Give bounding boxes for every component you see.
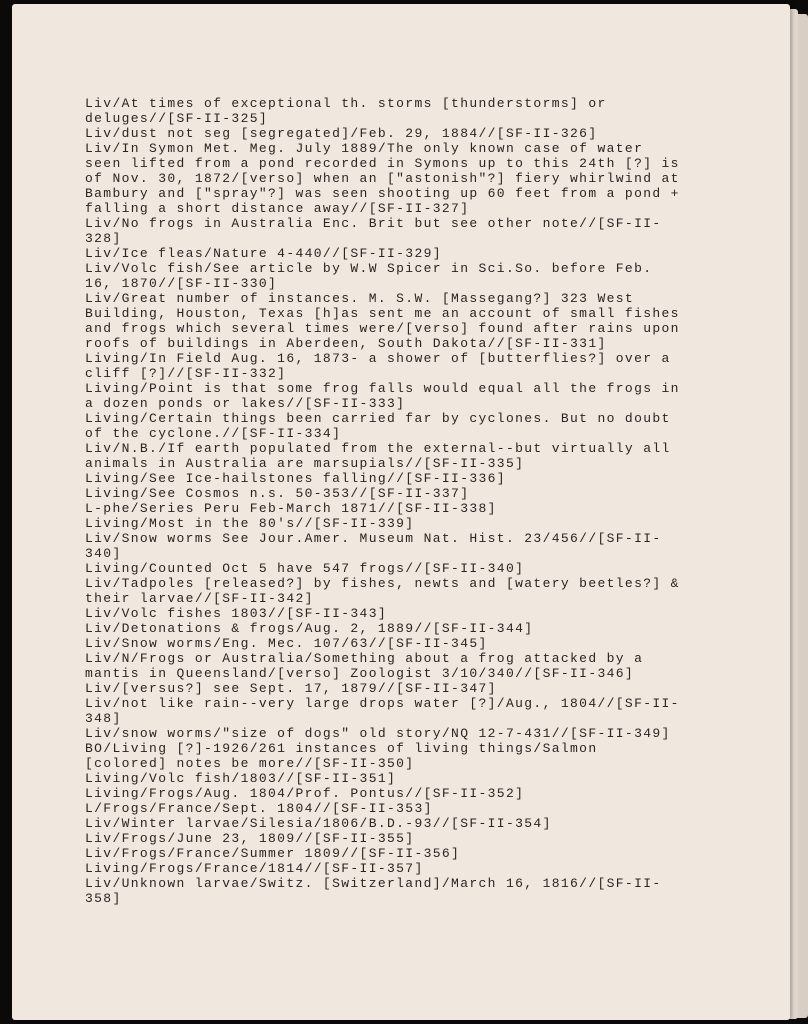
- note-line: mantis in Queensland/[verso] Zoologist 3/10/340//[SF-II-346]: [85, 666, 635, 681]
- note-line: Liv/Snow worms/Eng. Mec. 107/63//[SF-II-345]: [85, 636, 488, 651]
- note-line: Liv/Frogs/June 23, 1809//[SF-II-355]: [85, 831, 415, 846]
- note-line: Living/Certain things been carried far by cyclones. But no doubt: [85, 411, 671, 426]
- note-line: Liv/Frogs/France/Summer 1809//[SF-II-356]: [85, 846, 461, 861]
- note-line: roofs of buildings in Aberdeen, South Dakota//[SF-II-331]: [85, 336, 607, 351]
- note-line: Liv/Great number of instances. M. S.W. [Massegang?] 323 West: [85, 291, 635, 306]
- note-line: Liv/Volc fishes 1803//[SF-II-343]: [85, 606, 387, 621]
- note-line: Liv/dust not seg [segregated]/Feb. 29, 1884//[SF-II-326]: [85, 126, 598, 141]
- note-line: L/Frogs/France/Sept. 1804//[SF-II-353]: [85, 801, 433, 816]
- note-line: Liv/Winter larvae/Silesia/1806/B.D.-93//[SF-II-354]: [85, 816, 552, 831]
- note-line: Living/Frogs/France/1814//[SF-II-357]: [85, 861, 424, 876]
- note-line: their larvae//[SF-II-342]: [85, 591, 314, 606]
- note-line: Living/Point is that some frog falls would equal all the frogs in: [85, 381, 680, 396]
- note-line: Liv/Unknown larvae/Switz. [Switzerland]/March 16, 1816//[SF-II-: [85, 876, 662, 891]
- note-line: BO/Living [?]-1926/261 instances of living things/Salmon: [85, 741, 598, 756]
- note-line: 340]: [85, 546, 122, 561]
- note-line: Liv/In Symon Met. Meg. July 1889/The only known case of water: [85, 141, 644, 156]
- note-line: 16, 1870//[SF-II-330]: [85, 276, 278, 291]
- note-line: Liv/Detonations & frogs/Aug. 2, 1889//[SF-II-344]: [85, 621, 534, 636]
- note-line: falling a short distance away//[SF-II-327]: [85, 201, 470, 216]
- note-line: Living/Counted Oct 5 have 547 frogs//[SF-II-340]: [85, 561, 525, 576]
- note-line: Liv/snow worms/"size of dogs" old story/NQ 12-7-431//[SF-II-349]: [85, 726, 671, 741]
- note-line: [colored] notes be more//[SF-II-350]: [85, 756, 415, 771]
- note-line: Liv/N/Frogs or Australia/Something about a frog attacked by a: [85, 651, 644, 666]
- note-line: Liv/not like rain--very large drops water [?]/Aug., 1804//[SF-II-: [85, 696, 680, 711]
- note-line: Liv/Tadpoles [released?] by fishes, newts and [watery beetles?] &: [85, 576, 680, 591]
- note-line: 358]: [85, 891, 122, 906]
- note-line: Liv/N.B./If earth populated from the external--but virtually all: [85, 441, 671, 456]
- note-line: and frogs which several times were/[verso] found after rains upon: [85, 321, 680, 336]
- note-line: Liv/No frogs in Australia Enc. Brit but see other note//[SF-II-: [85, 216, 662, 231]
- note-line: Liv/Ice fleas/Nature 4-440//[SF-II-329]: [85, 246, 442, 261]
- note-line: Living/In Field Aug. 16, 1873- a shower of [butterflies?] over a: [85, 351, 671, 366]
- note-line: deluges//[SF-II-325]: [85, 111, 269, 126]
- note-line: animals in Australia are marsupials//[SF-II-335]: [85, 456, 525, 471]
- note-line: 328]: [85, 231, 122, 246]
- note-line: of Nov. 30, 1872/[verso] when an ["astonish"?] fiery whirlwind at: [85, 171, 680, 186]
- note-line: Living/Volc fish/1803//[SF-II-351]: [85, 771, 397, 786]
- note-line: Living/See Cosmos n.s. 50-353//[SF-II-337]: [85, 486, 470, 501]
- note-line: Liv/Snow worms See Jour.Amer. Museum Nat. Hist. 23/456//[SF-II-: [85, 531, 662, 546]
- note-line: 348]: [85, 711, 122, 726]
- note-line: Liv/[versus?] see Sept. 17, 1879//[SF-II-347]: [85, 681, 497, 696]
- note-line: Liv/Volc fish/See article by W.W Spicer in Sci.So. before Feb.: [85, 261, 653, 276]
- typed-notes: [85, 96, 745, 906]
- note-line: Living/Frogs/Aug. 1804/Prof. Pontus//[SF-II-352]: [85, 786, 525, 801]
- note-line: cliff [?]//[SF-II-332]: [85, 366, 287, 381]
- note-line: a dozen ponds or lakes//[SF-II-333]: [85, 396, 406, 411]
- note-line: Building, Houston, Texas [h]as sent me an account of small fishes: [85, 306, 680, 321]
- note-line: of the cyclone.//[SF-II-334]: [85, 426, 342, 441]
- note-line: Living/Most in the 80's//[SF-II-339]: [85, 516, 415, 531]
- note-line: Bambury and ["spray"?] was seen shooting up 60 feet from a pond +: [85, 186, 680, 201]
- note-line: L-phe/Series Peru Feb-March 1871//[SF-II-338]: [85, 501, 497, 516]
- note-line: Living/See Ice-hailstones falling//[SF-II-336]: [85, 471, 506, 486]
- note-line: seen lifted from a pond recorded in Symons up to this 24th [?] is: [85, 156, 680, 171]
- note-line: Liv/At times of exceptional th. storms [thunderstorms] or: [85, 96, 607, 111]
